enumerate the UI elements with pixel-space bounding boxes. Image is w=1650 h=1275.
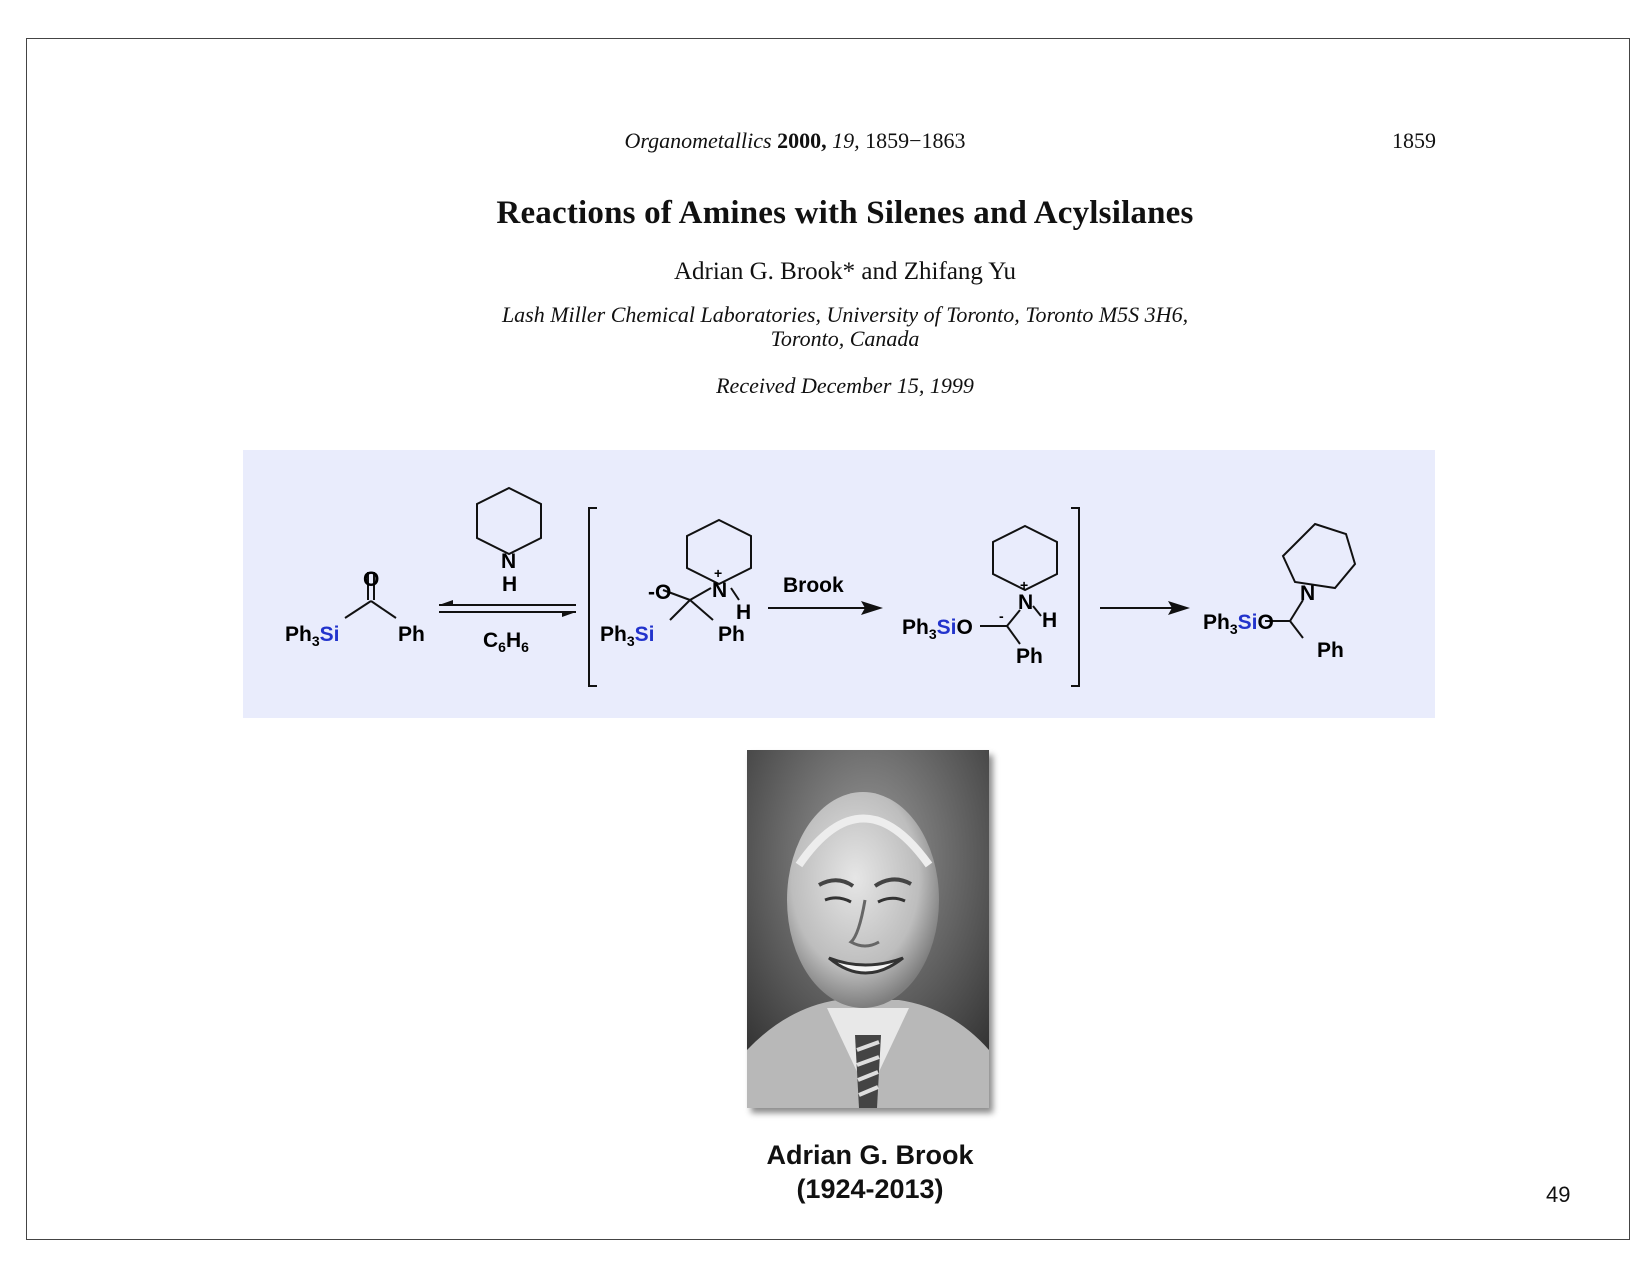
article-affiliation bbox=[0, 303, 1650, 351]
article-authors: Adrian G. Brook* and Zhifang Yu bbox=[673, 258, 1017, 285]
intermediate1-h: H bbox=[736, 601, 752, 624]
journal-volume: 19, bbox=[832, 128, 860, 153]
c-ph-bond-4 bbox=[1290, 621, 1303, 638]
portrait-drawing bbox=[747, 750, 989, 1108]
intermediate1-plus: + bbox=[714, 565, 723, 581]
acylsilane-o: O bbox=[363, 568, 380, 591]
portrait-photo bbox=[747, 750, 989, 1108]
face bbox=[787, 792, 939, 1008]
intermediate2-ph: Ph bbox=[1016, 645, 1043, 668]
bracket-left bbox=[589, 508, 597, 686]
caption-years: (1924-2013) bbox=[796, 1174, 944, 1204]
n-h-bond-3 bbox=[1033, 606, 1041, 616]
product-ph3sio: $Ph_3SiO$ bbox=[1203, 611, 1274, 637]
equilibrium-head-left bbox=[439, 600, 453, 605]
acylsilane-ph: Ph bbox=[398, 623, 425, 646]
article-title: Reactions of Amines with Silenes and Acylsilanes bbox=[496, 195, 1194, 231]
si-c-bond bbox=[345, 601, 371, 618]
affiliation-line-2: Toronto, Canada bbox=[770, 326, 920, 351]
bracket-right bbox=[1071, 508, 1079, 686]
journal-pages: 1859−1863 bbox=[865, 128, 966, 153]
piperidine-ring-product bbox=[1283, 524, 1355, 588]
c-n-bond-2 bbox=[690, 588, 711, 600]
intermediate2-ph3sio: $Ph_3SiO$ bbox=[902, 616, 973, 642]
reaction-scheme bbox=[243, 450, 1435, 718]
intermediate1-ph3si: $Ph_3Si$ bbox=[600, 623, 655, 649]
brook-arrow-label: Brook bbox=[783, 574, 844, 597]
solvent-label: $C_6H_6$ bbox=[483, 629, 529, 655]
journal-citation bbox=[0, 128, 1620, 154]
piperidine-ring-reagent bbox=[477, 488, 541, 554]
received-date: Received December 15, 1999 bbox=[716, 373, 974, 398]
journal-year: 2000, bbox=[777, 128, 827, 153]
c-ph-bond-3 bbox=[1007, 626, 1020, 644]
intermediate1-ph: Ph bbox=[718, 623, 745, 646]
intermediate2-n: N bbox=[1018, 591, 1034, 614]
si-c-bond-2 bbox=[670, 600, 690, 620]
journal-page-number: 1859 bbox=[1392, 128, 1436, 153]
n-h-bond-2 bbox=[731, 588, 739, 600]
acylsilane-ph3si: $Ph_3Si$ bbox=[285, 623, 340, 649]
slide-number: 49 bbox=[1546, 1182, 1571, 1207]
journal-name: Organometallics bbox=[624, 128, 772, 153]
portrait-caption bbox=[0, 1138, 1650, 1206]
affiliation-line-1: Lash Miller Chemical Laboratories, University of Toronto, Toronto M5S 3H6, bbox=[501, 302, 1189, 327]
intermediate2-plus: + bbox=[1020, 577, 1029, 593]
product-n: N bbox=[1300, 582, 1316, 605]
intermediate2-h: H bbox=[1042, 609, 1058, 632]
reaction-scheme-drawing bbox=[243, 450, 1435, 718]
caption-name: Adrian G. Brook bbox=[766, 1140, 974, 1170]
intermediate1-o-minus: -O bbox=[648, 581, 672, 604]
product-ph: Ph bbox=[1317, 639, 1344, 662]
reagent-h: H bbox=[502, 573, 518, 596]
c-ph-bond bbox=[371, 601, 396, 618]
intermediate1-n: N bbox=[712, 579, 728, 602]
reagent-n: N bbox=[501, 550, 517, 573]
intermediate2-minus: - bbox=[999, 608, 1004, 624]
c-ph-bond-2 bbox=[690, 600, 713, 620]
